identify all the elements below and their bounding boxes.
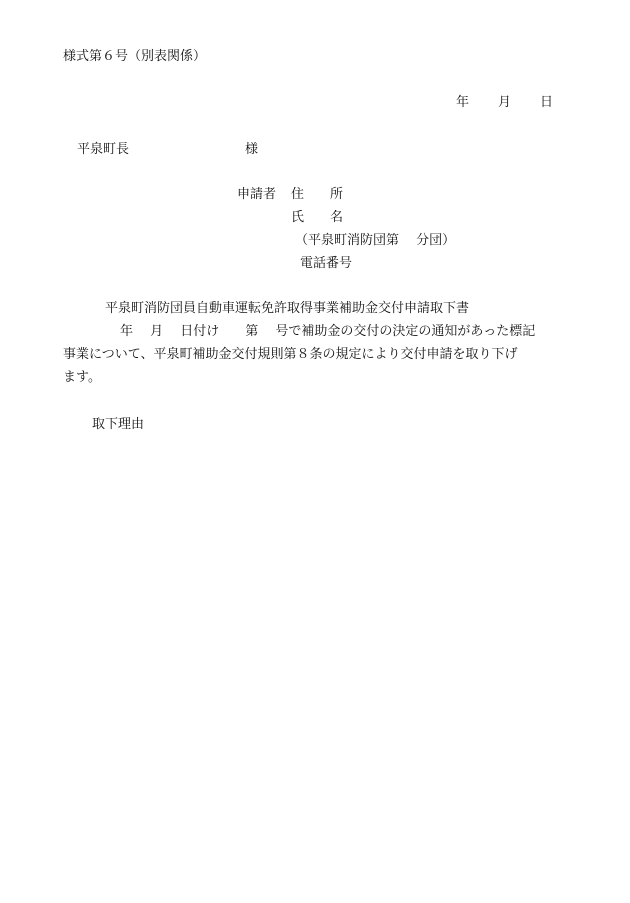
body-line-1: 年 月 日付け 第 号で補助金の交付の決定の通知があった標記 [120, 324, 536, 339]
body-line-3: ます。 [63, 370, 101, 385]
date-year: 年 [456, 95, 470, 110]
date-day: 日 [540, 95, 554, 110]
form-number: 様式第６号（別表関係） [63, 49, 207, 64]
date-month: 月 [498, 95, 512, 110]
applicant-address-label: 住 所 [291, 187, 344, 202]
applicant-phone-label: 電話番号 [300, 256, 353, 271]
reason-label: 取下理由 [92, 417, 145, 432]
document-title: 平泉町消防団員自動車運転免許取得事業補助金交付申請取下書 [105, 301, 470, 316]
applicant-name-label: 氏 名 [291, 210, 344, 225]
applicant-label: 申請者 [237, 187, 277, 202]
body-line-2: 事業について、平泉町補助金交付規則第８条の規定により交付申請を取り下げ [63, 347, 518, 362]
addressee-name: 平泉町長 [77, 142, 130, 157]
applicant-corps-label: （平泉町消防団第 分団） [295, 233, 456, 248]
addressee-honorific: 様 [245, 142, 259, 157]
